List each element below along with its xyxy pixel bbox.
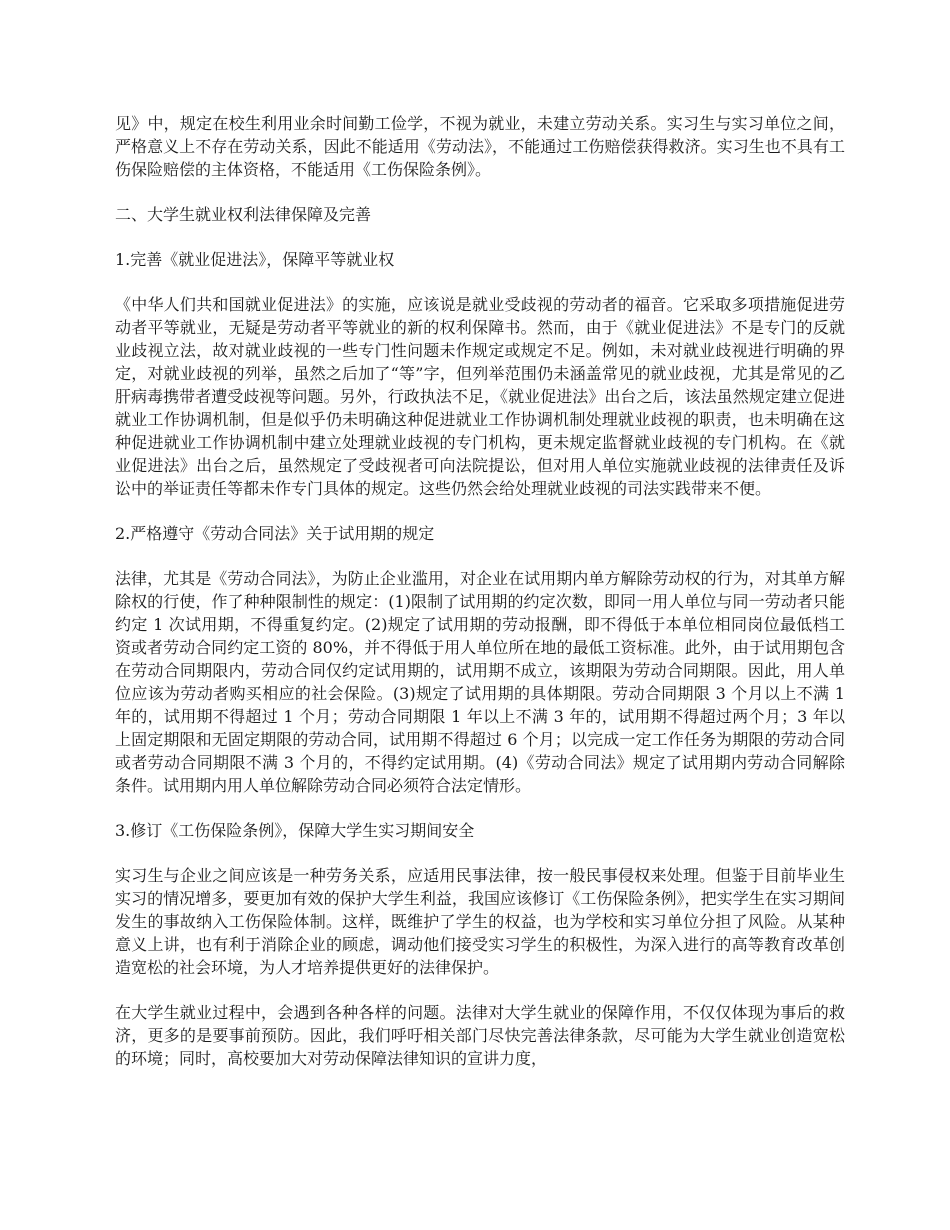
paragraph-continued-intro: 见》中，规定在校生利用业余时间勤工俭学，不视为就业，未建立劳动关系。实习生与实习单位之间，严格意义上不存在劳动关系，因此不能适用《劳动法》，不能通过工伤赔偿获得救济。实习生也不具有工伤保险赔偿的主体资格，不能适用《工伤保险条例》。 <box>115 114 845 179</box>
document-body <box>115 112 845 1092</box>
subsection-heading-3: 3.修订《工伤保险条例》，保障大学生实习期间安全 <box>115 821 475 840</box>
paragraph-injury-insurance: 实习生与企业之间应该是一种劳务关系，应适用民事法律，按一般民事侵权来处理。但鉴于目前毕业生实习的情况增多，要更加有效的保护大学生利益，我国应该修订《工伤保险条例》，把实学生在实习期间发生的事故纳入工伤保险体制。这样，既维护了学生的权益，也为学校和实习单位分担了风险。从某种意义上讲，也有利于消除企业的顾虑，调动他们接受实习学生的积极性，为深入进行的高等教育改革创造宽松的社会环境，为人才培养提供更好的法律保护。 <box>115 866 845 977</box>
paragraph-conclusion: 在大学生就业过程中，会遇到各种各样的问题。法律对大学生就业的保障作用，不仅仅体现为事后的救济，更多的是要事前预防。因此，我们呼吁相关部门尽快完善法律条款，尽可能为大学生就业创造宽松的环境；同时，高校要加大对劳动保障法律知识的宣讲力度， <box>115 1003 845 1068</box>
subsection-heading-1: 1.完善《就业促进法》，保障平等就业权 <box>115 250 395 269</box>
paragraph-employment-promotion-law: 《中华人们共和国就业促进法》的实施，应该说是就业受歧视的劳动者的福音。它采取多项措施促进劳动者平等就业，无疑是劳动者平等就业的新的权利保障书。然而，由于《就业促进法》不是专门的反就业歧视立法，故对就业歧视的一些专门性问题未作规定或规定不足。例如，未对就业歧视进行明确的界定，对就业歧视的列举，虽然之后加了“等”字，但列举范围仍未涵盖常见的就业歧视，尤其是常见的乙肝病毒携带者遭受歧视等问题。另外，行政执法不足，《就业促进法》出台之后，该法虽然规定建立促进就业工作协调机制，但是似乎仍未明确这种促进就业工作协调机制处理就业歧视的职责，也未明确在这种促进就业工作协调机制中建立处理就业歧视的专门机构，更未规定监督就业歧视的专门机构。在《就业促进法》出台之后，虽然规定了受歧视者可向法院提讼，但对用人单位实施就业歧视的法律责任及诉讼中的举证责任等都未作专门具体的规定。这些仍然会给处理就业歧视的司法实践带来不便。 <box>115 295 845 498</box>
section-heading-2: 二、大学生就业权利法律保障及完善 <box>115 205 372 224</box>
paragraph-probation-period: 法律，尤其是《劳动合同法》，为防止企业滥用，对企业在试用期内单方解除劳动权的行为，对其单方解除权的行使，作了种种限制性的规定：(1)限制了试用期的约定次数，即同一用人单位与同一劳动者只能约定 1 次试用期，不得重复约定。(2)规定了试用期的劳动报酬，即不得低于本单位相同岗位最低档工资或者劳动合同约定工资的 80%，并不得低于用人单位所在地的最低工资标准。此外，由于试用期包含在劳动合同期限内，劳动合同仅约定试用期的，试用期不成立，该期限为劳动合同期限。因此，用人单位应该为劳动者购买相应的社会保险。(3)规定了试用期的具体期限。劳动合同期限 3 个月以上不满 1 年的，试用期不得超过 1 个月；劳动合同期限 1 年以上不满 3 年的，试用期不得超过两个月；3 年以上固定期限和无固定期限的劳动合同，试用期不得超过 6 个月；以完成一定工作任务为期限的劳动合同或者劳动合同期限不满 3 个月的，不得约定试用期。(4)《劳动合同法》规定了试用期内劳动合同解除条件。试用期内用人单位解除劳动合同必须符合法定情形。 <box>115 569 845 795</box>
subsection-heading-2: 2.严格遵守《劳动合同法》关于试用期的规定 <box>115 524 435 543</box>
